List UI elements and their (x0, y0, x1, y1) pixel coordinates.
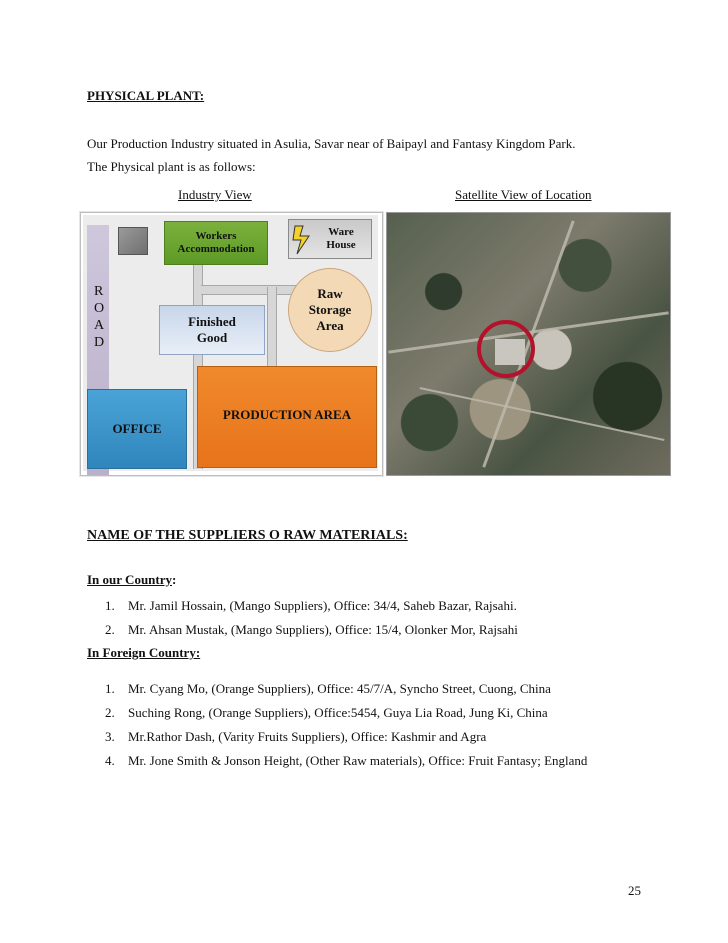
our-country-heading (87, 572, 176, 588)
accommodation-label: Accommodation (177, 243, 255, 255)
intro-text-line-1: Our Production Industry situated in Asulia, Savar near of Baipayl and Fantasy Kingdom Park. (87, 136, 576, 151)
corridor-vertical-2 (267, 287, 277, 367)
road-letter-d: D (94, 335, 105, 350)
list-item (105, 729, 486, 745)
list-item (105, 681, 551, 697)
warehouse-label-2: House (326, 239, 356, 251)
road-letter-r: R (94, 284, 104, 299)
lightning-icon (292, 225, 314, 255)
our-country-label: In our Country (87, 572, 173, 587)
supplier-text: Mr.Rathor Dash, (Varity Fruits Suppliers), Office: Kashmir and Agra (128, 729, 487, 744)
list-number: 3. (105, 729, 115, 744)
good-label: Good (196, 330, 228, 345)
supplier-text: Mr. Jone Smith & Jonson Height, (Other Raw materials), Office: Fruit Fantasy; England (128, 753, 588, 768)
satellite-view-image (386, 212, 671, 476)
location-marker-circle (477, 320, 535, 378)
storage-label: Storage (308, 302, 352, 317)
supplier-text: Mr. Ahsan Mustak, (Mango Suppliers), Office: 15/4, Olonker Mor, Rajsahi (128, 622, 518, 637)
warehouse-label-1: Ware (328, 226, 354, 238)
section-heading-suppliers: NAME OF THE SUPPLIERS O RAW MATERIALS: (87, 528, 408, 543)
raw-label: Raw (317, 286, 343, 301)
list-item (105, 622, 518, 638)
finished-label: Finished (188, 314, 236, 329)
road-letter-o: O (94, 301, 105, 316)
workers-accommodation-block (164, 221, 268, 265)
page-number: 25 (628, 883, 641, 898)
corridor-horizontal (201, 285, 296, 295)
workers-label: Workers (195, 230, 237, 242)
list-number: 1. (105, 598, 115, 613)
building-block-icon (118, 227, 148, 255)
list-number: 2. (105, 622, 115, 637)
satellite-road-3 (420, 387, 665, 441)
industry-view-diagram (80, 212, 383, 476)
caption-satellite-view: Satellite View of Location (455, 187, 592, 202)
list-item (105, 753, 587, 769)
road-letter-a: A (94, 318, 105, 333)
foreign-country-heading: In Foreign Country: (87, 645, 201, 660)
our-country-colon: : (172, 572, 177, 587)
list-number: 2. (105, 705, 115, 720)
list-number: 1. (105, 681, 115, 696)
office-block: OFFICE (87, 389, 187, 469)
intro-text-line-2: The Physical plant is as follows: (87, 159, 256, 174)
road-label (94, 283, 104, 351)
finished-good-block (159, 305, 265, 355)
production-area-block: PRODUCTION AREA (197, 366, 377, 468)
section-heading-physical-plant: PHYSICAL PLANT: (87, 88, 205, 103)
list-item (105, 705, 548, 721)
list-item (105, 598, 517, 614)
area-label: Area (316, 318, 344, 333)
raw-storage-area-circle (288, 268, 372, 352)
list-number: 4. (105, 753, 115, 768)
supplier-text: Mr. Jamil Hossain, (Mango Suppliers), Office: 34/4, Saheb Bazar, Rajsahi. (128, 598, 517, 613)
caption-industry-view: Industry View (178, 187, 252, 202)
supplier-text: Mr. Cyang Mo, (Orange Suppliers), Office: 45/7/A, Syncho Street, Cuong, China (128, 681, 551, 696)
supplier-text: Suching Rong, (Orange Suppliers), Office:5454, Guya Lia Road, Jung Ki, China (128, 705, 548, 720)
